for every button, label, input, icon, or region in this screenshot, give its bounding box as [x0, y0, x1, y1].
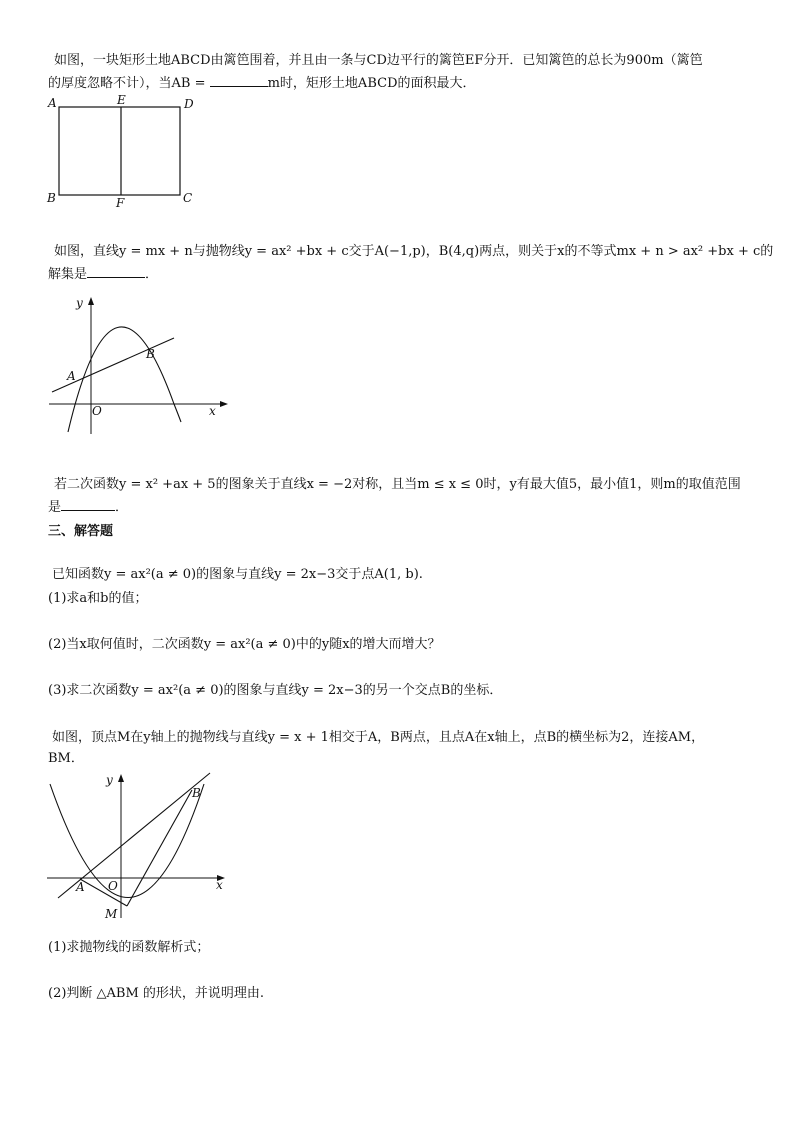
q5-part2: (2)判断 △ABM 的形状，并说明理由. [48, 986, 265, 1001]
q1-label-E: E [117, 93, 126, 107]
q5-label-x: x [216, 878, 223, 892]
q2-answer-blank[interactable] [87, 265, 145, 278]
q4-intro: 已知函数y = ax²(a ≠ 0)的图象与直线y = 2x−3交于点A(1, b). [52, 567, 423, 582]
q2-label-A: A [67, 369, 76, 383]
q2-label-x: x [209, 404, 216, 418]
q4-part2: (2)当x取何值时，二次函数y = ax²(a ≠ 0)中的y随x的增大而增大？ [48, 637, 441, 652]
q3-text-line2-end: ． [115, 500, 129, 515]
q1-label-D: D [184, 97, 194, 111]
q3-text-line1: 若二次函数y = x² +ax + 5的图象关于直线x = −2对称，且当m ≤ x ≤ 0时，y有最大值5，最小值1，则m的取值范围 [54, 477, 741, 492]
q4-part1: (1)求a和b的值； [48, 591, 148, 606]
q2-label-B: B [146, 347, 155, 361]
q1-text-line2-start: 的厚度忽略不计），当AB = [48, 76, 206, 91]
q1-label-B: B [47, 191, 56, 205]
q5-parabola-graph [44, 768, 244, 928]
section-heading-answer-questions: 三、解答题 [48, 524, 114, 539]
q1-label-F: F [116, 196, 125, 210]
q5-text-line2: BM． [48, 751, 84, 766]
q5-label-O: O [108, 879, 118, 893]
q5-label-A: A [76, 880, 85, 894]
q1-answer-blank[interactable] [210, 74, 268, 87]
q2-text-line1: 如图，直线y = mx + n与抛物线y = ax² +bx + c交于A(−1,p)，B(4,q)两点，则关于x的不等式mx + n > ax² +bx + c的 [54, 244, 774, 259]
q3-answer-blank[interactable] [61, 498, 115, 511]
q1-text-line2-end: m时，矩形土地ABCD的面积最大． [267, 76, 476, 91]
q5-label-B: B [192, 786, 201, 800]
q1-rectangle-diagram [44, 92, 224, 212]
q2-text-line2-start: 解集是 [48, 267, 88, 282]
q5-text-line1: 如图，顶点M在y轴上的抛物线与直线y = x + 1相交于A，B两点，且点A在x轴上，点B的横坐标为2，连接AM， [52, 730, 705, 745]
q5-label-y: y [106, 773, 113, 787]
q1-label-A: A [48, 96, 57, 110]
q5-label-M: M [105, 907, 118, 921]
q2-parabola-graph [44, 292, 244, 442]
q5-part1: (1)求抛物线的函数解析式； [48, 940, 210, 955]
q1-text-line2 [48, 74, 476, 92]
q1-text-line1: 如图，一块矩形土地ABCD由篱笆围着，并且由一条与CD边平行的篱笆EF分开．已知篱笆的总长为900m（篱笆 [54, 53, 703, 68]
q4-part3: (3)求二次函数y = ax²(a ≠ 0)的图象与直线y = 2x−3的另一个交点B的坐标． [48, 683, 503, 698]
q3-text-line2 [48, 498, 128, 516]
q2-text-line2 [48, 265, 158, 283]
q2-text-line2-end: ． [145, 267, 159, 282]
q2-label-O: O [92, 404, 102, 418]
q2-label-y: y [76, 296, 83, 310]
q1-label-C: C [183, 191, 193, 205]
q3-text-line2-start: 是 [48, 500, 62, 515]
